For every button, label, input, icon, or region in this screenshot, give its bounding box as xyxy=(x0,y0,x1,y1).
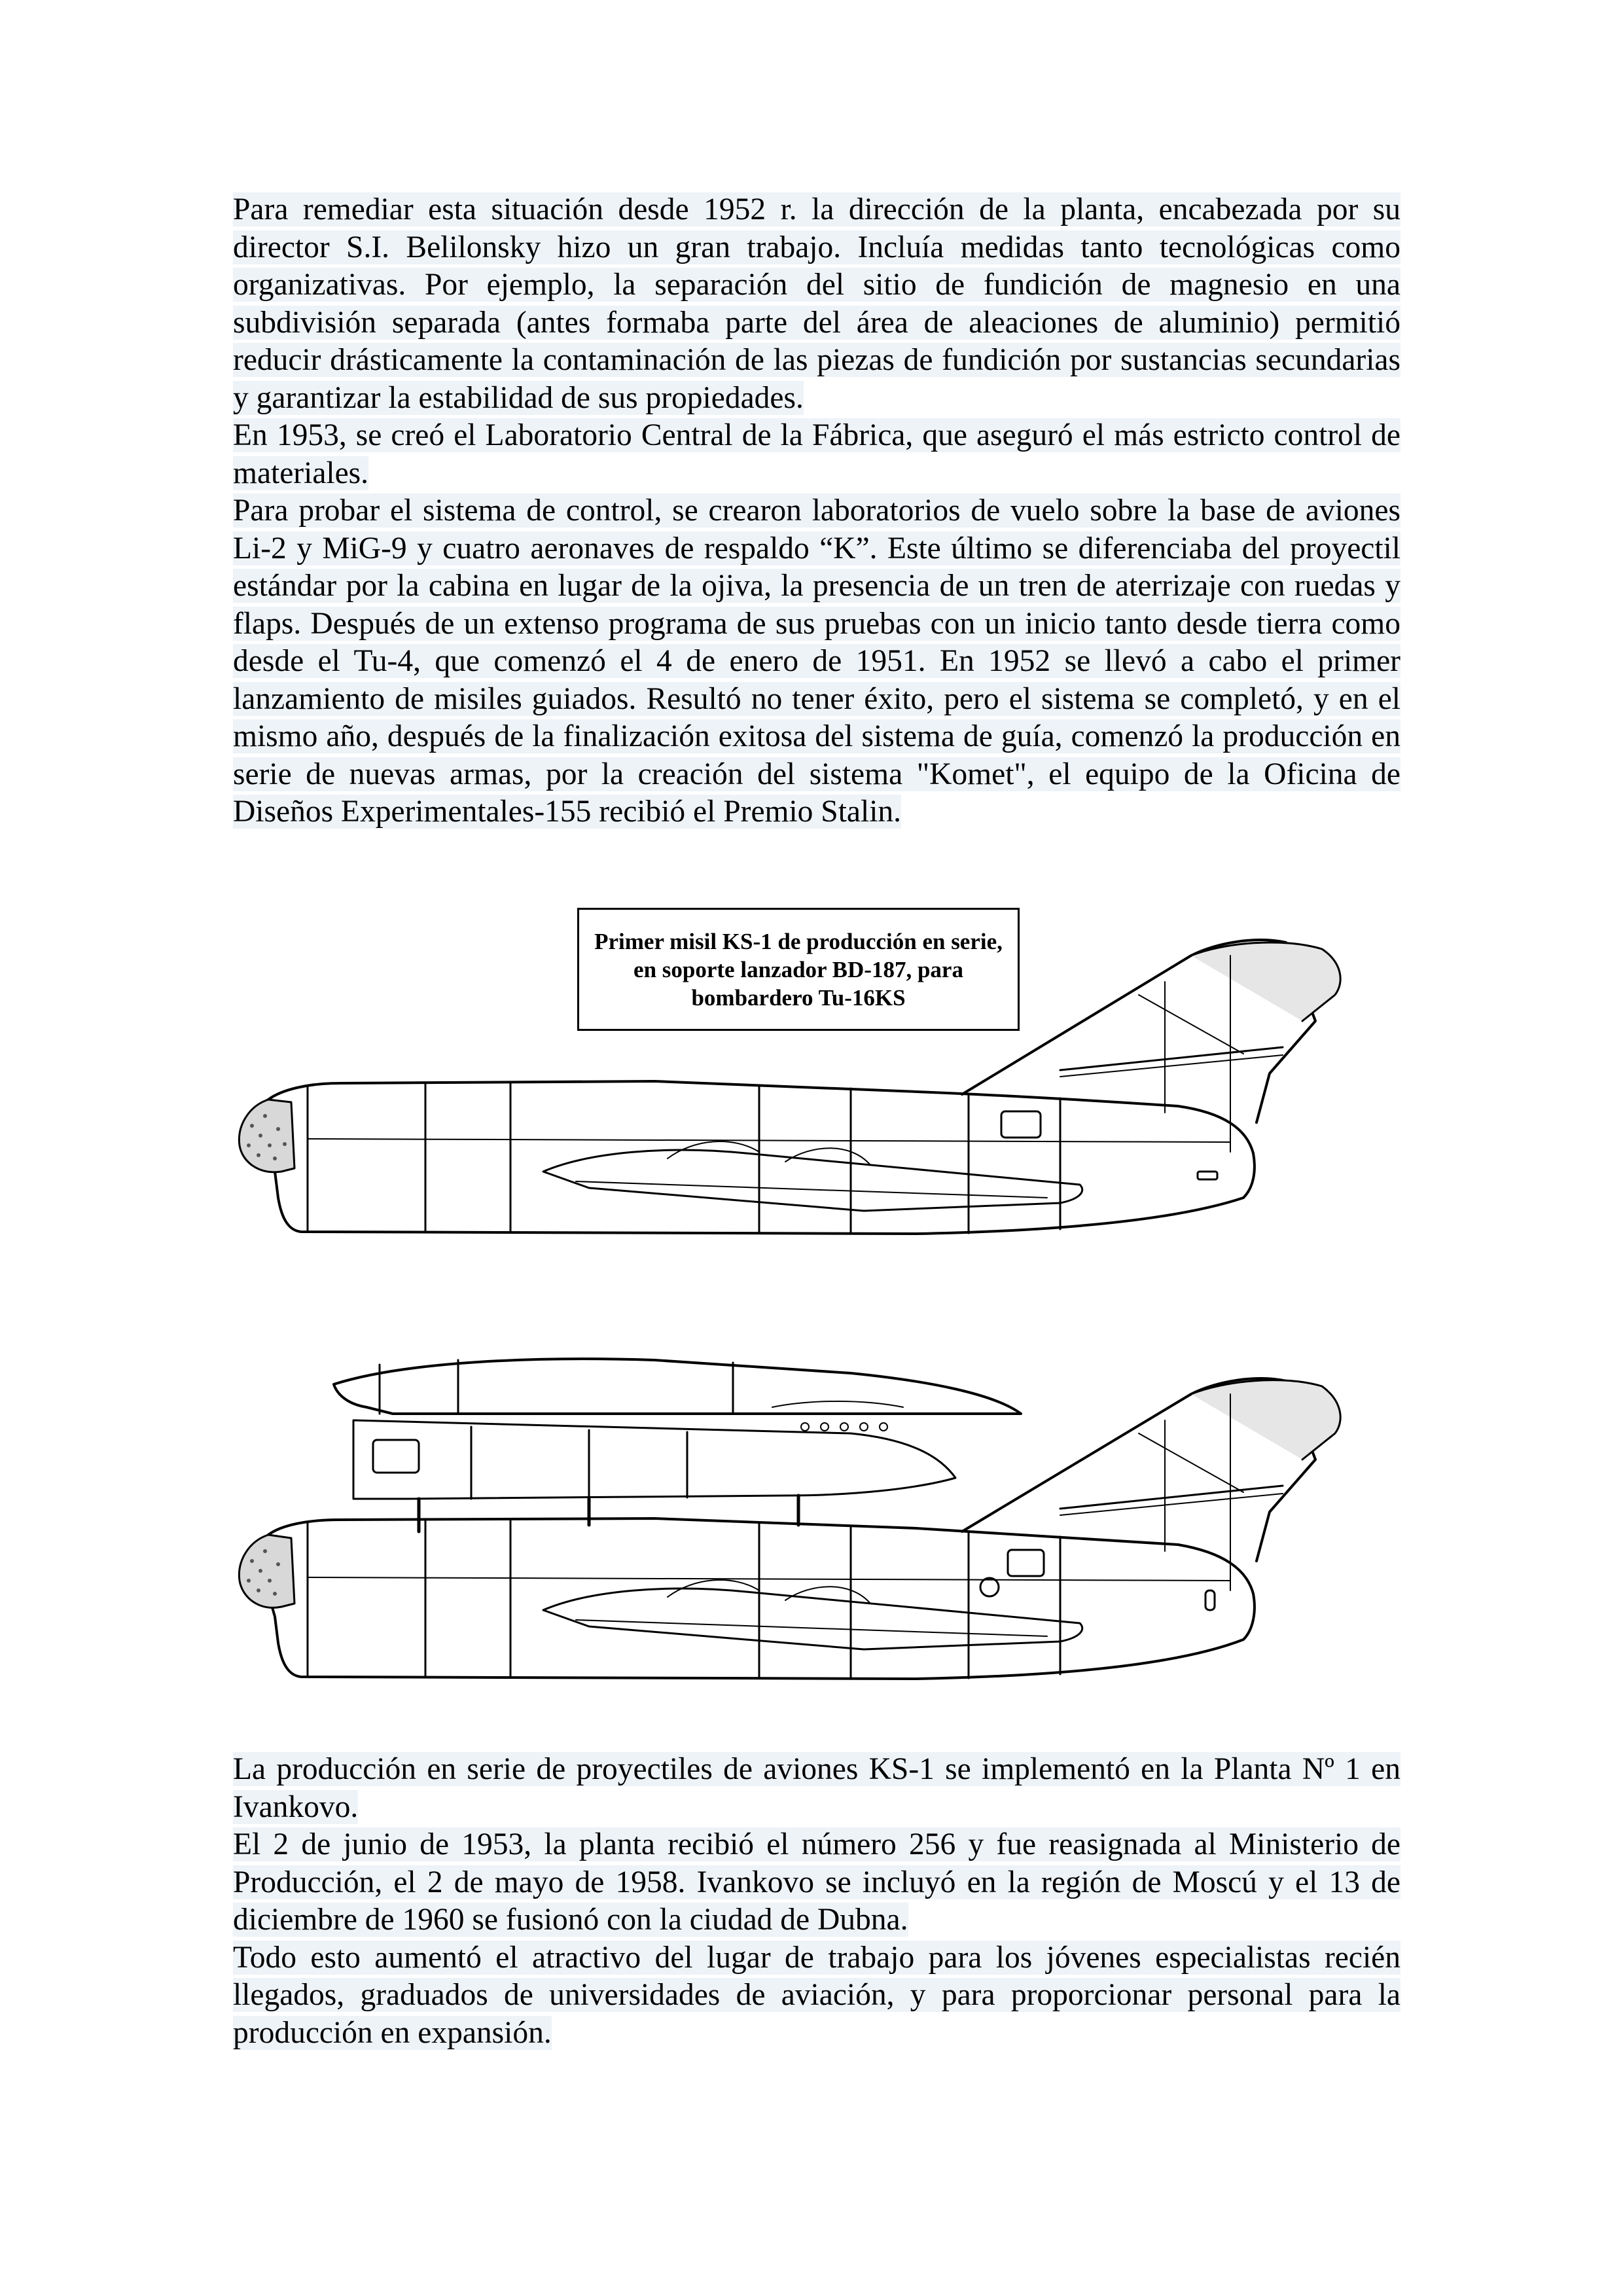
launcher-pylon xyxy=(334,1359,1021,1414)
fuselage-outline xyxy=(257,1518,1255,1679)
paragraph: En 1953, se creó el Laboratorio Central de la Fábrica, que aseguró el más estricto control de materiales. xyxy=(233,418,1400,490)
paragraph: Para remediar esta situación desde 1952 r. la dirección de la planta, encabezada por su director S.I. Belilonsky hizo un gran trabajo. Incluía medidas tanto tecnológicas como organizativas. Por ejemplo, la separación del sitio de fundición de magnesio en una subdivisión separada (antes formaba parte del área de aleaciones de aluminio) permitió reducir drásticamente la contaminación de las piezas de fundición por sustancias secundarias y garantizar la estabilidad de sus propiedades. xyxy=(233,192,1400,415)
text-block-bottom xyxy=(233,1751,1400,2052)
figure-caption xyxy=(577,908,1020,1031)
fuselage-outline xyxy=(257,1081,1255,1234)
text-block-top xyxy=(233,191,1400,831)
figure-caption-text: Primer misil KS-1 de producción en serie, en soporte lanzador BD-187, para bombardero Tu-16KS xyxy=(594,928,1003,1011)
nose-cap xyxy=(239,1100,294,1172)
paragraph: Todo esto aumentó el atractivo del lugar de trabajo para los jóvenes especialistas recién llegados, graduados de universidades de aviación, y para proporcionar personal para la producción en expansión. xyxy=(233,1940,1400,2050)
paragraph: El 2 de junio de 1953, la planta recibió el número 256 y fue reasignada al Ministerio de Producción, el 2 de mayo de 1958. Ivankovo se incluyó en la región de Moscú y el 13 de diciembre de 1960 se fusionó con la ciudad de Dubna. xyxy=(233,1827,1400,1937)
nose-cap xyxy=(239,1535,294,1607)
paragraph: La producción en serie de proyectiles de aviones KS-1 se implementó en la Planta Nº 1 en Ivankovo. xyxy=(233,1752,1400,1824)
wing xyxy=(543,1588,1082,1649)
paragraph: Para probar el sistema de control, se crearon laboratorios de vuelo sobre la base de aviones Li-2 y MiG-9 y cuatro aeronaves de respaldo “K”. Este último se diferenciaba del proyectil estándar por la cabina en lugar de la ojiva, la presencia de un tren de aterrizaje con ruedas y flaps. Después de un extenso programa de sus pruebas con un inicio tanto desde tierra como desde el Tu-4, que comenzó el 4 de enero de 1951. En 1952 se llevó a cabo el primer lanzamiento de misiles guiados. Resultó no tener éxito, pero el sistema se completó, y en el mismo año, después de la finalización exitosa del sistema de guía, comenzó la producción en serie de nuevas armas, por la creación del sistema "Komet", el equipo de la Oficina de Diseños Experimentales-155 recibió el Premio Stalin. xyxy=(233,493,1400,829)
missile-bottom xyxy=(239,1359,1340,1679)
wing xyxy=(543,1150,1082,1211)
